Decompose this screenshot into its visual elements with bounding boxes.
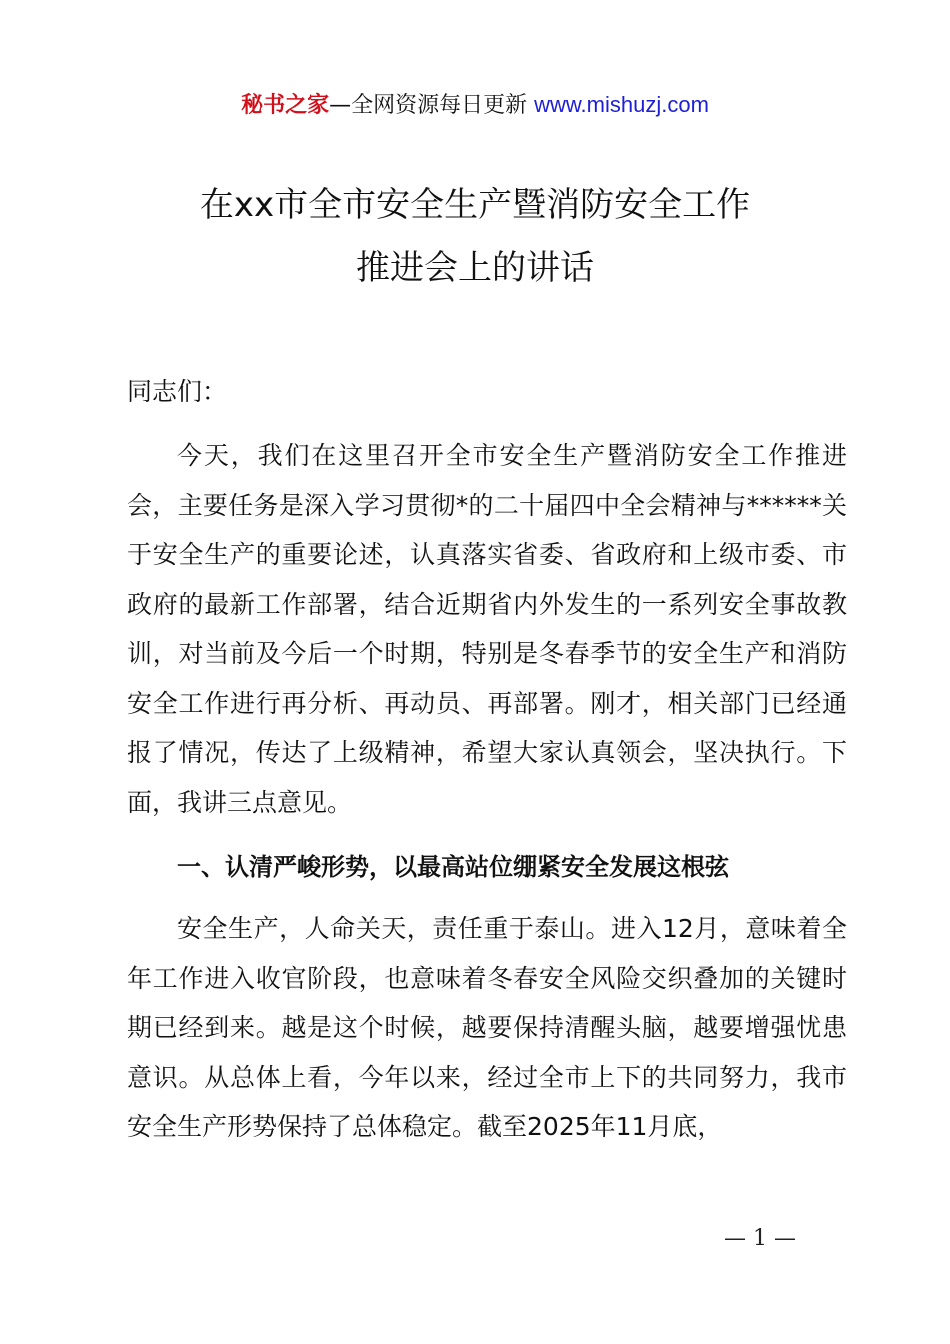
document-title-line-1: 在xx市全市安全生产暨消防安全工作	[199, 185, 751, 225]
paragraph-intro: 今天，我们在这里召开全市安全生产暨消防安全工作推进会，主要任务是深入学习贯彻*的二十届四中全会精神与******关于安全生产的重要论述，认真落实省委、省政府和上级市委、市政府的最新工作部署，结合近期省内外发生的一系列安全事故教训，对当前及今后一个时期，特别是冬春季节的安全生产和消防安全工作进行再分析、再动员、再部署。刚才，相关部门已经通报了情况，传达了上级精神，希望大家认真领会，坚决执行。下面，我讲三点意见。	[127, 441, 847, 817]
site-url-link[interactable]: www.mishuzj.com	[534, 92, 709, 117]
document-title-line-2: 推进会上的讲话	[356, 248, 594, 288]
section-heading-1: 一、认清严峻形势，以最高站位绷紧安全发展这根弦	[177, 853, 729, 881]
salutation: 同志们：	[127, 377, 228, 406]
paragraph-section-1: 安全生产，人命关天，责任重于泰山。进入12月，意味着全年工作进入收官阶段，也意味着冬春安全风险交织叠加的关键时期已经到来。越是这个时候，越要保持清醒头脑，越要增强忧患意识。从总体上看，今年以来，经过全市上下的共同努力，我市安全生产形势保持了总体稳定。截至2025年11月底，	[127, 914, 847, 1141]
brand-name: 秘书之家	[241, 93, 330, 118]
site-header	[0, 88, 950, 123]
header-slogan: —全网资源每日更新	[329, 93, 528, 118]
page-number: — 1 —	[724, 1226, 796, 1251]
